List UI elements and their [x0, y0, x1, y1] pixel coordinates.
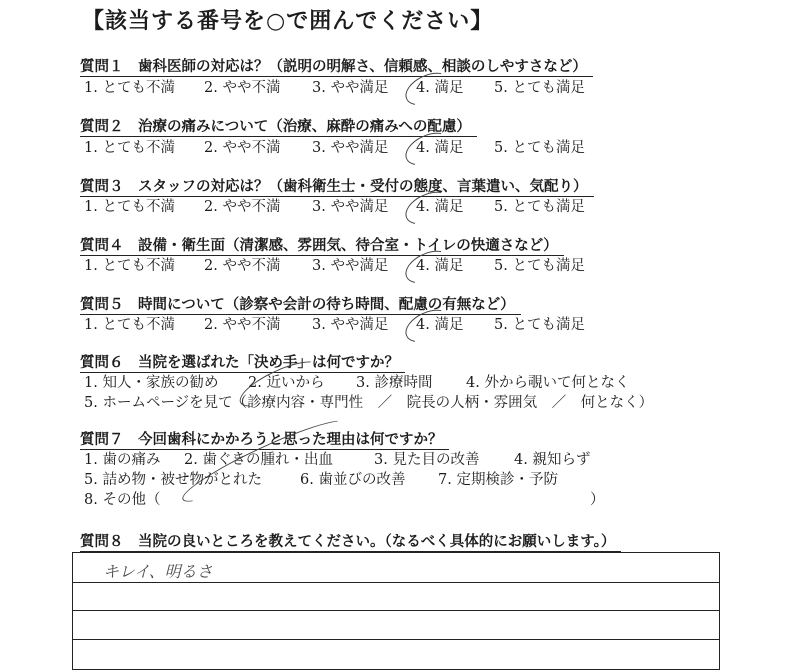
q4-option-3[interactable]: 3. やや満足	[312, 258, 389, 274]
question-6-title: 質問６ 当院を選ばれた「決め手」は何ですか？	[80, 354, 405, 373]
q3-option-5[interactable]: 5. とても満足	[494, 199, 585, 215]
q5-option-2[interactable]: 2. やや不満	[204, 317, 281, 333]
question-5-options	[84, 316, 644, 334]
q7-option-7[interactable]: 7. 定期検診・予防	[438, 472, 558, 488]
q3-option-2[interactable]: 2. やや不満	[204, 199, 281, 215]
question-5-title: 質問５ 時間について（診察や会計の待ち時間、配慮の有無など）	[80, 296, 521, 315]
q5-option-5[interactable]: 5. とても満足	[494, 317, 585, 333]
q2-option-5[interactable]: 5. とても満足	[494, 140, 585, 156]
question-2-options	[84, 139, 644, 157]
q1-option-5[interactable]: 5. とても満足	[494, 80, 585, 96]
question-1-title: 質問１ 歯科医師の対応は？（説明の明解さ、信頼感、相談のしやすさなど）	[80, 58, 593, 77]
q1-option-2[interactable]: 2. やや不満	[204, 80, 281, 96]
q3-option-4[interactable]: 4. 満足	[416, 199, 464, 215]
survey-heading: 【該当する番号を○で囲んでください】	[82, 9, 494, 34]
q7-option-8-other[interactable]: 8. その他（	[84, 492, 161, 508]
answer-line-3	[73, 639, 719, 640]
q8-answer-box[interactable]	[72, 552, 720, 670]
question-7-options-row-3	[84, 491, 604, 509]
q7-option-6[interactable]: 6. 歯並びの改善	[300, 472, 406, 488]
q3-option-3[interactable]: 3. やや満足	[312, 199, 389, 215]
q2-option-1[interactable]: 1. とても不満	[84, 140, 175, 156]
q6-option-4[interactable]: 4. 外から覗いて何となく	[466, 375, 630, 391]
q7-other-close-paren: ）	[590, 492, 605, 508]
q2-option-4[interactable]: 4. 満足	[416, 140, 464, 156]
q6-option-1[interactable]: 1. 知人・家族の勧め	[84, 375, 219, 391]
q4-option-1[interactable]: 1. とても不満	[84, 258, 175, 274]
question-2-title: 質問２ 治療の痛みについて（治療、麻酔の痛みへの配慮）	[80, 118, 477, 137]
q1-option-3[interactable]: 3. やや満足	[312, 80, 389, 96]
q3-option-1[interactable]: 1. とても不満	[84, 199, 175, 215]
q7-option-1[interactable]: 1. 歯の痛み	[84, 452, 161, 468]
q8-handwritten-answer: キレイ、明るさ	[103, 562, 213, 581]
question-7-options-row-1	[84, 451, 624, 469]
q6-option-3[interactable]: 3. 診療時間	[356, 375, 433, 391]
question-6-options-row-1	[84, 374, 684, 392]
q5-option-4[interactable]: 4. 満足	[416, 317, 464, 333]
q4-option-5[interactable]: 5. とても満足	[494, 258, 585, 274]
question-8-title: 質問８ 当院の良いところを教えてください。（なるべく具体的にお願いします。）	[80, 533, 621, 552]
answer-line-2	[73, 610, 719, 611]
answer-line-1	[73, 582, 719, 583]
q6-option-2[interactable]: 2. 近いから	[248, 375, 325, 391]
q7-option-5[interactable]: 5. 詰め物・被せ物がとれた	[84, 472, 262, 488]
q7-option-2[interactable]: 2. 歯ぐきの腫れ・出血	[184, 452, 333, 468]
q4-option-2[interactable]: 2. やや不満	[204, 258, 281, 274]
question-4-options	[84, 257, 644, 275]
q1-option-4[interactable]: 4. 満足	[416, 80, 464, 96]
question-3-title: 質問３ スタッフの対応は？（歯科衛生士・受付の態度、言葉遣い、気配り）	[80, 178, 594, 197]
question-7-title: 質問７ 今回歯科にかかろうと思った理由は何ですか？	[80, 431, 449, 450]
q5-option-1[interactable]: 1. とても不満	[84, 317, 175, 333]
q7-option-3[interactable]: 3. 見た目の改善	[374, 452, 480, 468]
q5-option-3[interactable]: 3. やや満足	[312, 317, 389, 333]
question-3-options	[84, 198, 644, 216]
q1-option-1[interactable]: 1. とても不満	[84, 80, 175, 96]
question-7-options-row-2	[84, 471, 584, 489]
q4-option-4[interactable]: 4. 満足	[416, 258, 464, 274]
q2-option-3[interactable]: 3. やや満足	[312, 140, 389, 156]
q7-option-4[interactable]: 4. 親知らず	[514, 452, 591, 468]
q6-option-5[interactable]: 5. ホームページを見て（診療内容・専門性 ／ 院長の人柄・雰囲気 ／ 何となく）	[84, 395, 654, 411]
question-1-options	[84, 79, 644, 97]
q2-option-2[interactable]: 2. やや不満	[204, 140, 281, 156]
question-4-title: 質問４ 設備・衛生面（清潔感、雰囲気、待合室・トイレの快適さなど）	[80, 237, 564, 256]
